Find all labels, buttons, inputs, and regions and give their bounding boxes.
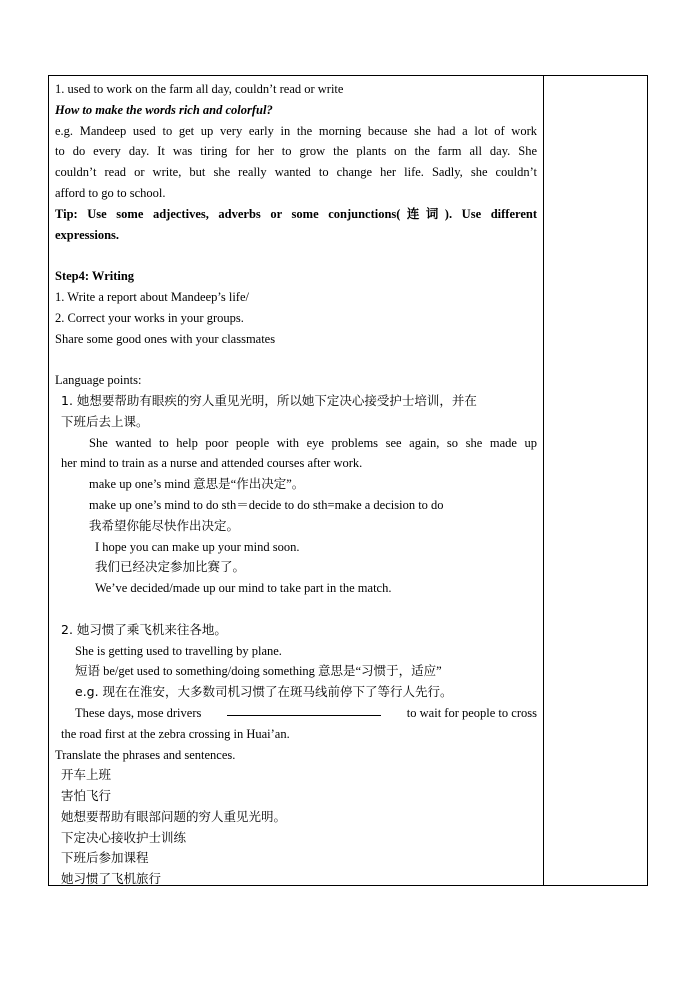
chinese-sentence: 2. 她习惯了乘飞机来往各地。 (61, 621, 227, 637)
text-line: Translate the phrases and sentences. (55, 747, 236, 762)
text-line: make up one’s mind 意思是“作出决定”。 (89, 477, 305, 492)
text-line: couldn’t read or write, but she really wanted to change her life. Sadly, she couldn’t (55, 165, 537, 180)
text-line: I hope you can make up your mind soon. (95, 539, 300, 554)
tip-line: Tip: Use some adjectives, adverbs or some conjunctions(连词). Use different (55, 206, 537, 221)
translation-item: 她习惯了飞机旅行 (61, 871, 162, 887)
chinese-sentence: 下班后去上课。 (61, 413, 149, 429)
text-line: her mind to train as a nurse and attended courses after work. (61, 456, 363, 471)
tip-line: expressions. (55, 227, 120, 242)
text-line: to do every day. It was tiring for her to grow the plants on the farm all day. She (55, 144, 537, 159)
text-line: make up one’s mind to do sth＝decide to do sth=make a decision to do (89, 497, 444, 512)
text-line: We’ve decided/made up our mind to take part in the match. (95, 581, 392, 596)
text-line: She wanted to help poor people with eye problems see again, so she made up (89, 435, 537, 450)
chinese-sentence: 我们已经决定参加比赛了。 (95, 559, 246, 575)
chinese-sentence: 1. 她想要帮助有眼疾的穷人重见光明，所以她下定决心接受护士培训，并在 (61, 392, 477, 408)
text-line: She is getting used to travelling by plane. (75, 643, 282, 658)
answer-blank[interactable] (227, 703, 381, 716)
lesson-content (55, 79, 537, 890)
text-line: e.g. Mandeep used to get up very early in the morning because she had a lot of work (55, 123, 537, 138)
text-fragment: These days, mose drivers (75, 705, 202, 720)
column-divider (543, 76, 544, 885)
translation-item: 下班后参加课程 (61, 850, 149, 866)
text-line: 1. used to work on the farm all day, couldn’t read or write (55, 82, 344, 96)
text-fragment: to wait for people to cross (406, 705, 537, 720)
translation-item: 开车上班 (61, 767, 112, 783)
text-line: 短语 be/get used to something/doing something 意思是“习惯于，适应” (75, 664, 442, 679)
translation-item: 她想要帮助有眼部问题的穷人重见光明。 (61, 808, 287, 824)
text-line: the road first at the zebra crossing in Huai’an. (61, 726, 290, 741)
chinese-sentence: e.g. 现在在淮安，大多数司机习惯了在斑马线前停下了等行人先行。 (75, 684, 453, 700)
step-heading: Step4: Writing (55, 269, 135, 284)
language-points-heading: Language points: (55, 373, 142, 388)
chinese-sentence: 我希望你能尽快作出决定。 (89, 517, 240, 533)
translation-item: 害怕飞行 (61, 788, 112, 804)
translation-item: 下定决心接收护士训练 (61, 829, 187, 845)
lesson-table (48, 75, 648, 886)
text-line: Share some good ones with your classmates (55, 331, 276, 346)
fill-in-line (55, 703, 537, 724)
list-item: 1. Write a report about Mandeep’s life/ (55, 289, 249, 304)
list-item: 2. Correct your works in your groups. (55, 310, 244, 325)
text-line: afford to go to school. (55, 185, 166, 200)
section-heading: How to make the words rich and colorful? (55, 102, 273, 117)
